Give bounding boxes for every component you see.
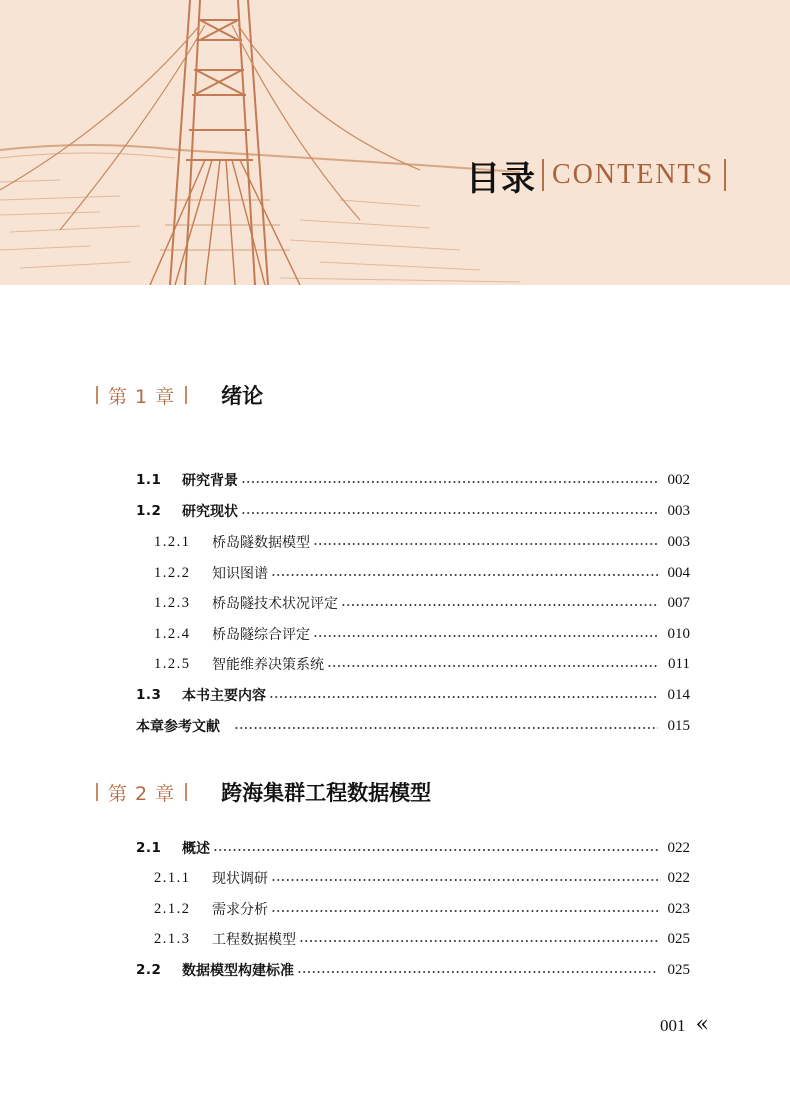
leader-dots: [241, 481, 658, 483]
toc-entry[interactable]: [154, 897, 690, 921]
chapter-bar-left: [96, 783, 98, 801]
entry-number: 1.2.1: [154, 533, 191, 550]
entry-number: 2.2: [136, 962, 162, 978]
entry-page: 025: [667, 961, 690, 978]
entry-label: 概述: [182, 841, 210, 857]
chapter-title: 跨海集群工程数据模型: [221, 781, 432, 805]
title-english: CONTENTS: [552, 159, 715, 190]
title-divider-end: [724, 159, 726, 191]
entry-number: 1.3: [136, 687, 162, 703]
chapter-heading-2[interactable]: [96, 775, 431, 809]
entry-label: 本书主要内容: [182, 688, 266, 704]
entry-page: 025: [667, 930, 690, 947]
entry-label: 本章参考文献: [136, 719, 220, 735]
entry-number: 2.1.1: [154, 869, 191, 886]
entry-page: 022: [667, 869, 690, 886]
entry-label: 现状调研: [212, 871, 268, 887]
title-chinese: 目录: [466, 158, 536, 199]
toc-entry[interactable]: [136, 836, 690, 860]
title-divider: [542, 159, 544, 191]
chapter-bar-right: [185, 783, 187, 801]
entry-page: 003: [667, 502, 690, 519]
entry-number: 1.2: [136, 503, 162, 519]
leader-dots: [297, 971, 658, 973]
entry-label: 桥岛隧综合评定: [212, 627, 310, 643]
entry-label: 知识图谱: [212, 566, 268, 582]
toc-entry[interactable]: [154, 591, 690, 615]
toc-entry[interactable]: [154, 652, 690, 676]
page-number: 001: [660, 1016, 686, 1035]
entry-page: 014: [667, 686, 690, 703]
entry-label: 工程数据模型: [212, 932, 296, 948]
bridge-illustration: [0, 0, 790, 285]
leader-dots: [241, 512, 658, 514]
chapter-bar-right: [185, 386, 187, 404]
entry-label: 研究现状: [182, 504, 238, 520]
chapter-title: 绪论: [221, 384, 264, 408]
toc-entry[interactable]: [136, 468, 690, 492]
toc-entry[interactable]: [154, 530, 690, 554]
entry-label: 研究背景: [182, 473, 238, 489]
leader-dots: [299, 940, 658, 942]
entry-number: 2.1.3: [154, 930, 191, 947]
entry-number: 2.1.2: [154, 900, 191, 917]
leader-dots: [313, 543, 658, 545]
entry-label: 桥岛隧数据模型: [212, 535, 310, 551]
entry-page: 022: [667, 839, 690, 856]
toc-entry[interactable]: [136, 714, 690, 738]
entry-label: 智能维养决策系统: [212, 657, 324, 673]
toc-entry[interactable]: [154, 622, 690, 646]
toc-entry[interactable]: [136, 958, 690, 982]
chapter-number: 第 2 章: [108, 782, 176, 805]
leader-dots: [313, 635, 658, 637]
toc-entry[interactable]: [154, 561, 690, 585]
leader-dots: [327, 665, 658, 667]
leader-dots: [234, 727, 658, 729]
leader-dots: [341, 604, 658, 606]
toc-entry[interactable]: [136, 499, 690, 523]
toc-entry[interactable]: [154, 866, 690, 890]
entry-page: 023: [667, 900, 690, 917]
entry-label: 需求分析: [212, 902, 268, 918]
chapter-bar-left: [96, 386, 98, 404]
chapter-heading-1[interactable]: [96, 378, 263, 412]
entry-page: 003: [667, 533, 690, 550]
entry-page: 011: [668, 655, 690, 672]
page-title: [466, 153, 726, 197]
entry-number: 1.2.3: [154, 594, 191, 611]
entry-page: 004: [667, 564, 690, 581]
leader-dots: [213, 849, 658, 851]
toc-entry[interactable]: [136, 683, 690, 707]
entry-number: 1.2.4: [154, 625, 191, 642]
leader-dots: [271, 910, 658, 912]
leader-dots: [269, 696, 658, 698]
leader-dots: [271, 574, 658, 576]
entry-number: 1.1: [136, 472, 162, 488]
entry-page: 010: [667, 625, 690, 642]
header-banner: [0, 0, 790, 285]
leader-dots: [271, 879, 658, 881]
entry-page: 007: [667, 594, 690, 611]
chapter-number: 第 1 章: [108, 385, 176, 408]
entry-number: 2.1: [136, 840, 162, 856]
entry-label: 桥岛隧技术状况评定: [212, 596, 338, 612]
chevron-left-icon: «: [695, 1012, 709, 1037]
page-footer: [660, 1012, 709, 1037]
entry-label: 数据模型构建标准: [182, 963, 294, 979]
entry-page: 015: [667, 717, 690, 734]
entry-number: 1.2.5: [154, 655, 191, 672]
entry-number: 1.2.2: [154, 564, 191, 581]
entry-page: 002: [667, 471, 690, 488]
toc-entry[interactable]: [154, 927, 690, 951]
